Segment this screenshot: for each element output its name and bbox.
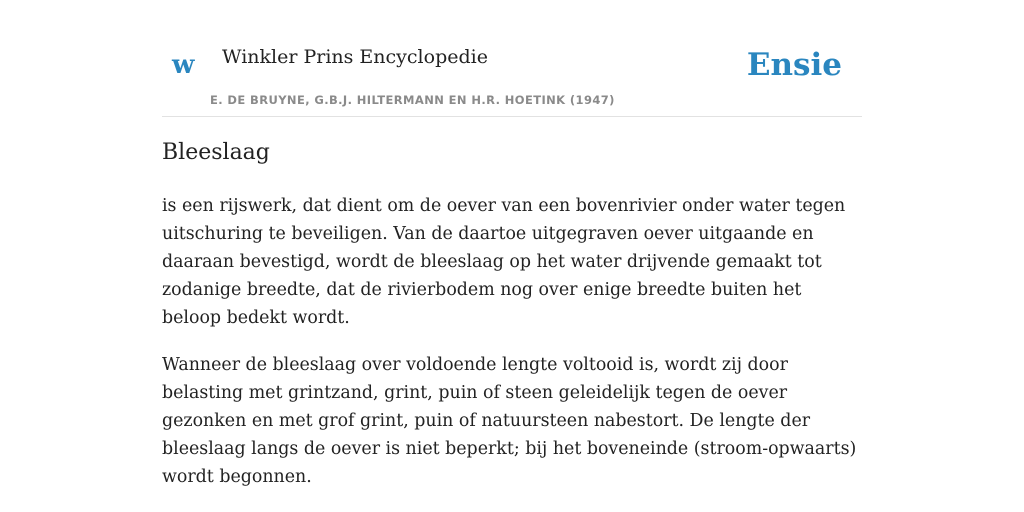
- entry-title: Bleeslaag: [162, 140, 270, 165]
- entry-body: [162, 192, 862, 510]
- entry-paragraph: is een rijswerk, dat dient om de oever van een bovenrivier onder water tegen uitschuring te beveiligen. Van de daartoe uitgegraven oever uitgaande en daaraan bevestigd, wordt de bleeslaag op het water drijvende gemaakt tot zodanige breedte, dat de rivierbodem nog over enige breedte buiten het beloop bedekt wordt.: [162, 196, 846, 328]
- ensie-logo[interactable]: Ensie: [746, 47, 842, 83]
- source-logo[interactable]: w: [172, 50, 195, 80]
- source-authors: E. DE BRUYNE, G.B.J. HILTERMANN EN H.R. HOETINK (1947): [210, 93, 615, 107]
- entry-paragraph: Wanneer de bleeslaag over voldoende lengte voltooid is, wordt zij door belasting met grintzand, grint, puin of steen geleidelijk tegen de oever gezonken en met grof grint, puin of natuursteen nabestort. De lengte der bleeslaag langs de oever is niet beperkt; bij het boveneinde (stroom-opwaarts) wordt begonnen.: [162, 355, 857, 487]
- source-header: [162, 0, 862, 117]
- source-title-link[interactable]: Winkler Prins Encyclopedie: [222, 46, 488, 68]
